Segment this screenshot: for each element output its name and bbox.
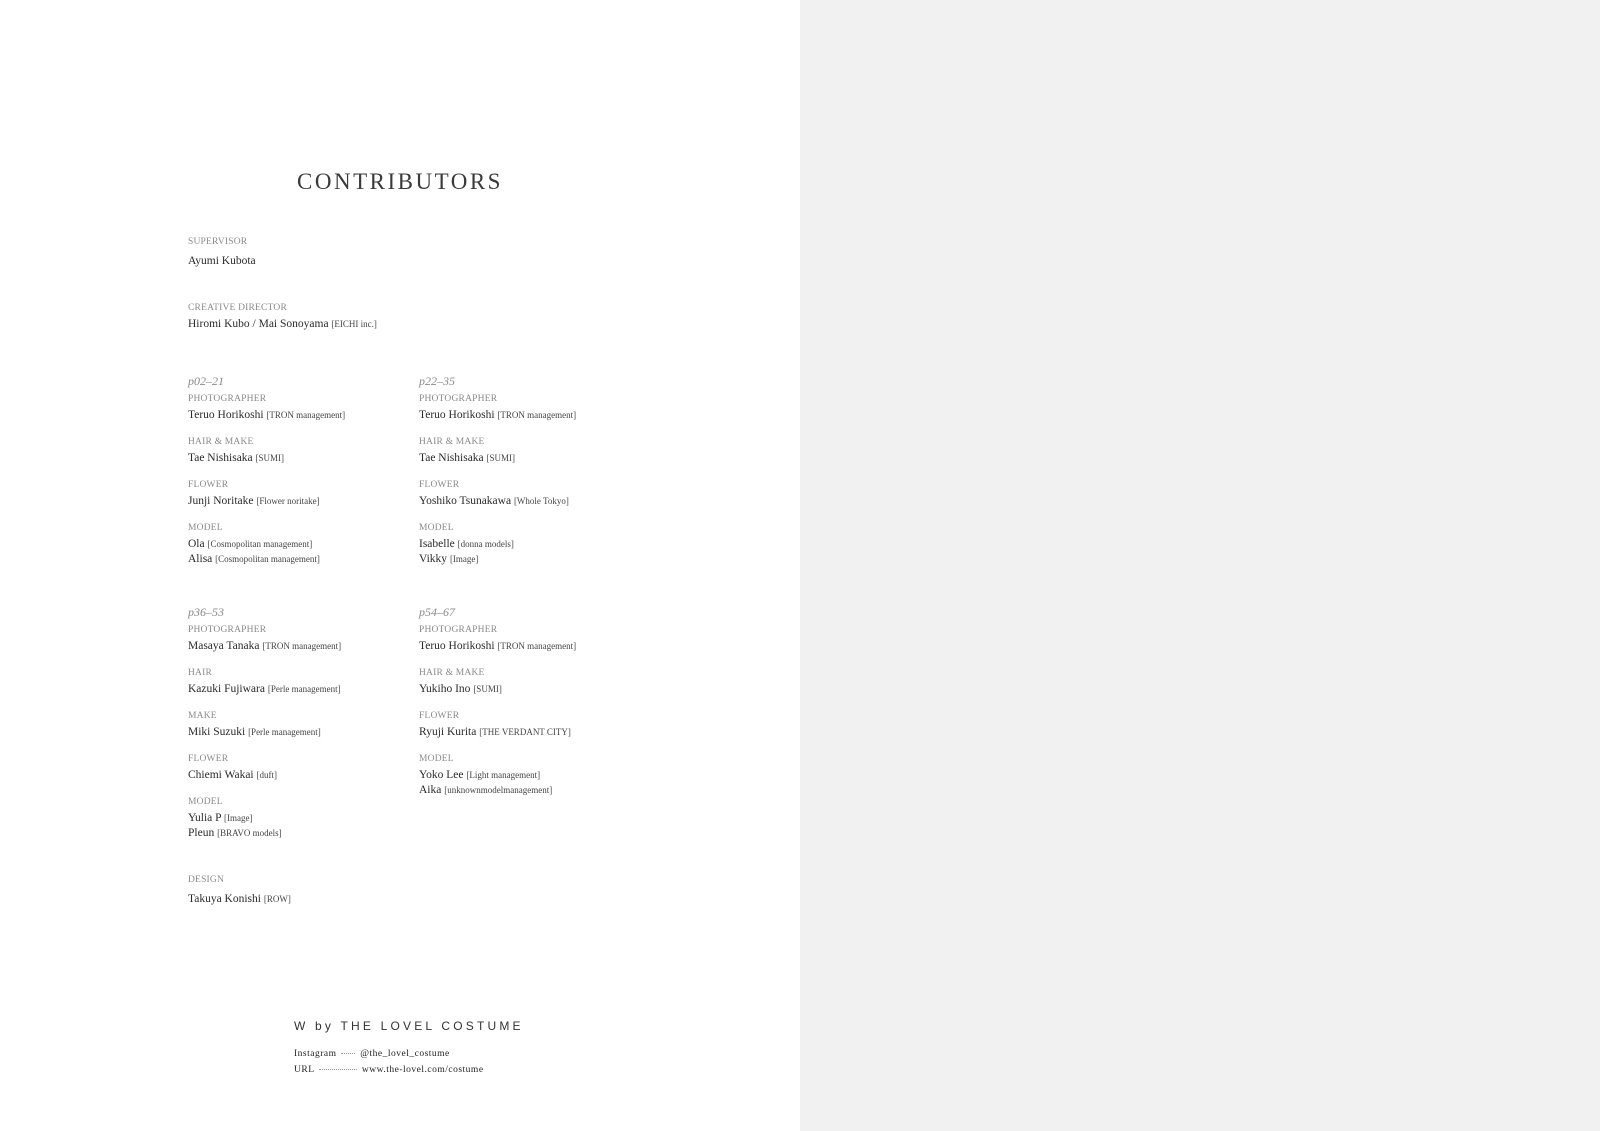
credit-role: FLOWER: [188, 480, 229, 490]
credit-role: HAIR: [188, 668, 213, 678]
credit-entry: [188, 479, 408, 509]
supervisor-block: [188, 236, 256, 269]
person-name: Chiemi Wakai: [188, 769, 254, 781]
credit-role: HAIR & MAKE: [188, 437, 254, 447]
credit-role: PHOTOGRAPHER: [419, 394, 498, 404]
credit-role: FLOWER: [419, 480, 460, 490]
person-agency: [Cosmopolitan management]: [207, 539, 313, 549]
credit-person: [419, 408, 639, 423]
credits-section-p22-35: [419, 374, 639, 580]
creative-director-person: Hiromi Kubo / Mai Sonoyama: [188, 318, 329, 330]
design-role: DESIGN: [188, 875, 225, 885]
person-agency: [duft]: [256, 770, 277, 780]
url-label: URL: [294, 1065, 315, 1075]
credit-person: [419, 537, 639, 552]
credit-entry: [188, 710, 408, 740]
person-name: Junji Noritake: [188, 495, 254, 507]
person-agency: [TRON management]: [266, 410, 346, 420]
credit-role: HAIR & MAKE: [419, 668, 485, 678]
leader-dots: [319, 1069, 357, 1070]
person-name: Yulia P: [188, 812, 222, 824]
person-name: Aika: [419, 784, 442, 796]
credit-person: [188, 494, 408, 509]
credit-role: PHOTOGRAPHER: [188, 625, 267, 635]
person-agency: [Perle management]: [267, 684, 341, 694]
instagram-handle[interactable]: @the_lovel_costume: [360, 1049, 450, 1059]
person-name: Pleun: [188, 827, 215, 839]
page-range: p54–67: [419, 605, 455, 619]
person-agency: [Light management]: [466, 770, 541, 780]
page-range: p02–21: [188, 374, 224, 388]
credit-role: MODEL: [188, 523, 223, 533]
credit-role: MAKE: [188, 711, 217, 721]
footer-brand: W by THE LOVEL COSTUME: [294, 1019, 524, 1033]
credit-role: MODEL: [419, 754, 454, 764]
person-name: Ryuji Kurita: [419, 726, 477, 738]
credit-entry: [419, 479, 639, 509]
credit-entry: [419, 753, 639, 798]
person-name: Alisa: [188, 553, 213, 565]
credit-entry: [188, 796, 408, 841]
credit-entry: [419, 522, 639, 567]
credits-section-p36-53: [188, 605, 408, 854]
credit-entry: [419, 710, 639, 740]
creative-director-agency: [EICHI inc.]: [331, 319, 377, 329]
person-agency: [Whole Tokyo]: [513, 496, 569, 506]
credit-entry: [419, 624, 639, 654]
person-name: Yukiho Ino: [419, 683, 471, 695]
person-name: Miki Suzuki: [188, 726, 246, 738]
url-link[interactable]: www.the-lovel.com/costume: [361, 1065, 484, 1075]
credit-person: [419, 783, 639, 798]
credit-entry: [188, 436, 408, 466]
blank-facing-page: [800, 0, 1600, 1131]
person-agency: [TRON management]: [262, 641, 342, 651]
person-name: Ola: [188, 538, 205, 550]
design-agency: [ROW]: [263, 894, 291, 904]
person-agency: [Perle management]: [248, 727, 321, 737]
credit-person: [419, 639, 639, 654]
leader-dots: [341, 1053, 355, 1054]
credit-person: [188, 725, 408, 740]
person-name: Vikky: [419, 553, 448, 565]
credit-person: [188, 537, 408, 552]
credit-entry: [188, 522, 408, 567]
credit-entry: [188, 753, 408, 783]
credit-person: [188, 682, 408, 697]
person-agency: [unknownmodelmanagement]: [444, 785, 553, 795]
person-agency: [THE VERDANT CITY]: [479, 727, 571, 737]
page-range: p22–35: [419, 374, 455, 388]
credit-entry: [419, 436, 639, 466]
credit-person: [419, 725, 639, 740]
person-agency: [donna models]: [457, 539, 514, 549]
person-agency: [Image]: [224, 813, 253, 823]
supervisor-role: SUPERVISOR: [188, 237, 248, 247]
credit-person: [419, 682, 639, 697]
creative-director-role: CREATIVE DIRECTOR: [188, 303, 288, 313]
credit-person: [188, 811, 408, 826]
credit-role: FLOWER: [188, 754, 229, 764]
instagram-line: [294, 1049, 450, 1059]
person-agency: [Cosmopolitan management]: [215, 554, 320, 564]
supervisor-name: Ayumi Kubota: [188, 255, 256, 267]
person-agency: [Flower noritake]: [256, 496, 320, 506]
instagram-label: Instagram: [294, 1049, 337, 1059]
credit-person: [419, 451, 639, 466]
credit-entry: [419, 393, 639, 423]
person-name: Teruo Horikoshi: [188, 409, 264, 421]
person-name: Isabelle: [419, 538, 455, 550]
credits-section-p02-21: [188, 374, 408, 580]
credit-role: FLOWER: [419, 711, 460, 721]
person-name: Masaya Tanaka: [188, 640, 260, 652]
creative-director-name: [188, 317, 377, 332]
credit-person: [419, 494, 639, 509]
credit-role: MODEL: [188, 797, 223, 807]
person-name: Teruo Horikoshi: [419, 409, 495, 421]
person-name: Teruo Horikoshi: [419, 640, 495, 652]
person-agency: [SUMI]: [486, 453, 516, 463]
credit-person: [188, 451, 408, 466]
credit-person: [188, 826, 408, 841]
credit-person: [419, 552, 639, 567]
design-block: [188, 874, 291, 907]
url-line: [294, 1065, 484, 1075]
person-agency: [TRON management]: [497, 641, 577, 651]
credit-role: HAIR & MAKE: [419, 437, 485, 447]
page-title: CONTRIBUTORS: [297, 169, 503, 195]
design-person: Takuya Konishi: [188, 893, 261, 905]
credit-person: [419, 768, 639, 783]
credit-entry: [419, 667, 639, 697]
person-name: Tae Nishisaka: [419, 452, 484, 464]
design-name: [188, 892, 291, 907]
credit-person: [188, 768, 408, 783]
credit-entry: [188, 624, 408, 654]
credit-role: PHOTOGRAPHER: [188, 394, 267, 404]
credit-role: PHOTOGRAPHER: [419, 625, 498, 635]
person-name: Tae Nishisaka: [188, 452, 253, 464]
person-name: Yoko Lee: [419, 769, 464, 781]
page-range: p36–53: [188, 605, 224, 619]
credits-section-p54-67: [419, 605, 639, 811]
credit-role: MODEL: [419, 523, 454, 533]
credit-person: [188, 639, 408, 654]
person-agency: [SUMI]: [255, 453, 285, 463]
person-agency: [SUMI]: [473, 684, 502, 694]
person-name: Yoshiko Tsunakawa: [419, 495, 512, 507]
credit-person: [188, 408, 408, 423]
person-agency: [TRON management]: [497, 410, 577, 420]
person-agency: [Image]: [449, 554, 479, 564]
credit-entry: [188, 667, 408, 697]
creative-director-block: [188, 302, 377, 332]
credit-entry: [188, 393, 408, 423]
person-name: Kazuki Fujiwara: [188, 683, 265, 695]
credit-person: [188, 552, 408, 567]
person-agency: [BRAVO models]: [217, 828, 282, 838]
